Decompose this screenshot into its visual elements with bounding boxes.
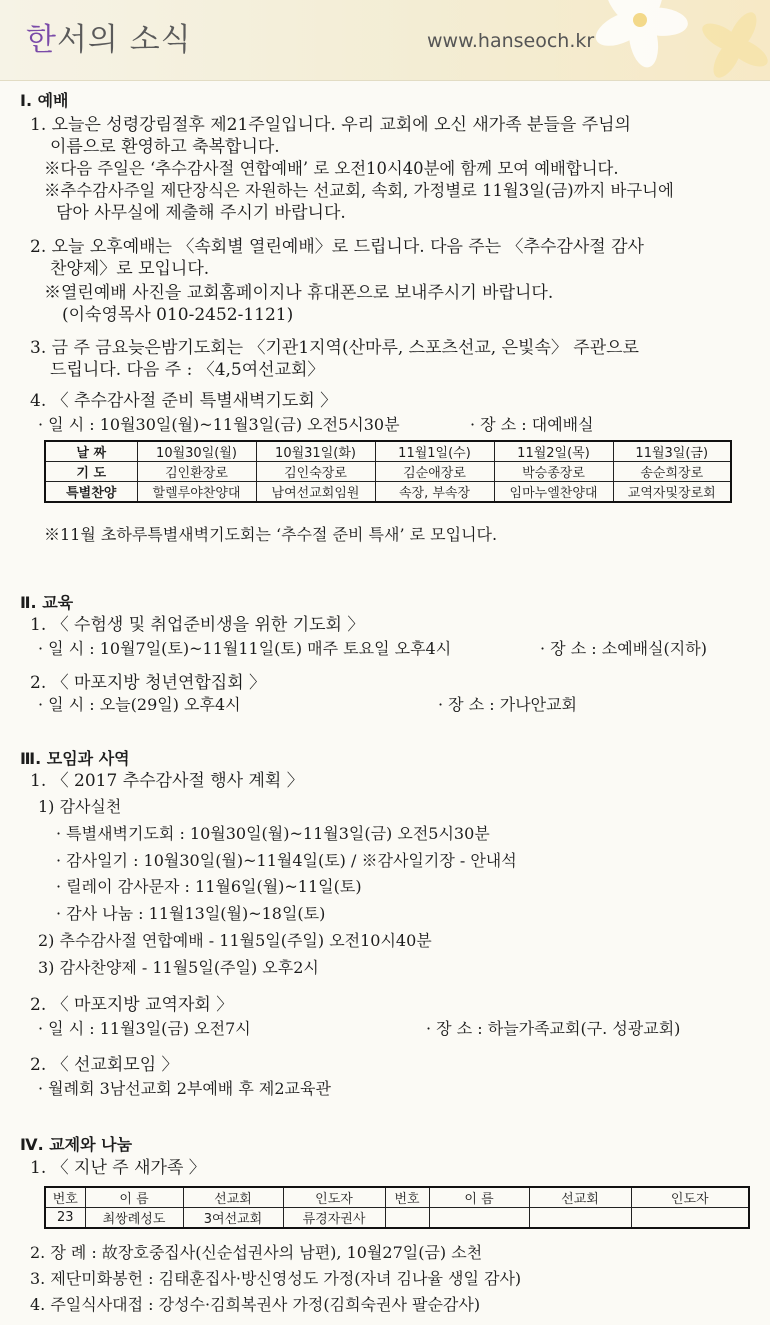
- gathering-item1-title: 1. 〈 2017 추수감사절 행사 계획 〉: [30, 771, 304, 791]
- table-cell: 교역자및장로회: [613, 482, 731, 503]
- table-cell: 김인숙장로: [256, 462, 375, 482]
- section-education-title: Ⅱ. 교육: [20, 593, 74, 612]
- fellowship-item2: 2. 장 례 : 故장호중집사(신순섭권사의 남편), 10월27일(금) 소천: [30, 1243, 483, 1262]
- gathering-item3-title: 2. 〈 선교회모임 〉: [30, 1055, 179, 1075]
- worship-item4-note: ※11월 초하루특별새벽기도회는 ‘추수절 준비 특새’ 로 모입니다.: [44, 525, 498, 544]
- table-cell: 류경자권사: [283, 1208, 385, 1229]
- education-item1-place: · 장 소 : 소예배실(지하): [540, 639, 707, 658]
- table-cell: 11월2일(목): [494, 441, 613, 462]
- table-row: [45, 1208, 749, 1229]
- table-cell: 3여선교회: [183, 1208, 283, 1229]
- table-cell: [529, 1208, 631, 1229]
- table-cell: 선교회: [183, 1187, 283, 1208]
- worship-item2-note: ※열린예배 사진을 교회홈페이지나 휴대폰으로 보내주시기 바랍니다.: [44, 283, 554, 303]
- table-cell: 인도자: [283, 1187, 385, 1208]
- table-row: [45, 482, 731, 503]
- table-cell: 송순희장로: [613, 462, 731, 482]
- fellowship-item4: 4. 주일식사대접 : 강성수·김희복권사 가정(김희숙권사 팔순감사): [30, 1295, 481, 1314]
- worship-item4-place: · 장 소 : 대예배실: [470, 415, 594, 434]
- section-fellowship-title: Ⅳ. 교제와 나눔: [20, 1135, 133, 1154]
- gathering-sub3: 3) 감사찬양제 - 11월5일(주일) 오후2시: [38, 958, 319, 977]
- table-cell: [429, 1208, 529, 1229]
- worship-item4-time: · 일 시 : 10월30일(월)~11월3일(금) 오전5시30분: [38, 415, 400, 434]
- table-cell: 김인환장로: [137, 462, 256, 482]
- table-cell: 10월31일(화): [256, 441, 375, 462]
- fellowship-item3: 3. 제단미화봉헌 : 김태훈집사·방신영성도 가정(자녀 김나율 생일 감사): [30, 1269, 522, 1288]
- table-cell: 번호: [385, 1187, 429, 1208]
- worship-item1-line2: 이름으로 환영하고 축복합니다.: [50, 137, 280, 157]
- table-cell: 남여선교회임원: [256, 482, 375, 503]
- gathering-item2-time: · 일 시 : 11월3일(금) 오전7시: [38, 1019, 251, 1038]
- gathering-bullet4: · 감사 나눔 : 11월13일(월)~18일(토): [56, 904, 326, 923]
- worship-item1-note3: 담아 사무실에 제출해 주시기 바랍니다.: [56, 203, 346, 223]
- table-cell: 11월1일(수): [375, 441, 494, 462]
- gathering-bullet1: · 특별새벽기도회 : 10월30일(월)~11월3일(금) 오전5시30분: [56, 824, 490, 843]
- table-row: [45, 441, 731, 462]
- gathering-bullet3: · 릴레이 감사문자 : 11월6일(월)~11일(토): [56, 877, 362, 896]
- education-item2-place: · 장 소 : 가나안교회: [438, 695, 578, 714]
- table-cell: [385, 1208, 429, 1229]
- section-gathering-title: Ⅲ. 모임과 사역: [20, 749, 130, 768]
- gathering-item2-place: · 장 소 : 하늘가족교회(구. 성광교회): [426, 1019, 681, 1038]
- newsletter-title-first: 한: [26, 22, 57, 58]
- table-cell: 10월30일(월): [137, 441, 256, 462]
- worship-item4-title: 4. 〈 추수감사절 준비 특별새벽기도회 〉: [30, 391, 338, 411]
- table-cell: 박승종장로: [494, 462, 613, 482]
- gathering-sub2: 2) 추수감사절 연합예배 - 11월5일(주일) 오전10시40분: [38, 931, 432, 950]
- gathering-item2-title: 2. 〈 마포지방 교역자회 〉: [30, 995, 234, 1015]
- education-item2-time: · 일 시 : 오늘(29일) 오후4시: [38, 695, 241, 714]
- worship-item3-line1: 3. 금 주 금요늦은밤기도회는 〈기관1지역(산마루, 스포츠선교, 은빛속〉 주관으로: [30, 338, 639, 358]
- education-item1-title: 1. 〈 수험생 및 취업준비생을 위한 기도회 〉: [30, 615, 365, 635]
- table-cell: 특별찬양: [45, 482, 137, 503]
- table-cell: 이 름: [85, 1187, 183, 1208]
- worship-item2-line2: 찬양제〉로 모입니다.: [50, 259, 210, 279]
- worship-item2-line1: 2. 오늘 오후예배는 〈속회별 열린예배〉로 드립니다. 다음 주는 〈추수감사절 감사: [30, 237, 644, 257]
- worship-item2-contact: (이숙영목사 010-2452-1121): [62, 305, 294, 325]
- table-cell: 인도자: [631, 1187, 749, 1208]
- site-url: www.hanseoch.kr: [427, 30, 595, 52]
- table-cell: 날 짜: [45, 441, 137, 462]
- new-members-table: [44, 1186, 750, 1229]
- worship-item1-line1: 1. 오늘은 성령강림절후 제21주일입니다. 우리 교회에 오신 새가족 분들을 주님의: [30, 115, 631, 135]
- table-cell: 임마누엘찬양대: [494, 482, 613, 503]
- table-cell: 23: [45, 1208, 85, 1229]
- table-cell: 할렐루야찬양대: [137, 482, 256, 503]
- table-row: [45, 1187, 749, 1208]
- table-cell: 김순애장로: [375, 462, 494, 482]
- worship-item1-note2: ※추수감사주일 제단장식은 자원하는 선교회, 속회, 가정별로 11월3일(금)까지 바구니에: [44, 181, 674, 200]
- gathering-item3-text: · 월례회 3남선교회 2부예배 후 제2교육관: [38, 1079, 331, 1098]
- table-cell: 기 도: [45, 462, 137, 482]
- section-worship-title: Ⅰ. 예배: [20, 91, 69, 110]
- dawn-prayer-schedule-table: [44, 440, 732, 503]
- gathering-bullet2: · 감사일기 : 10월30일(월)~11월4일(토) / ※감사일기장 - 안내석: [56, 851, 517, 870]
- education-item2-title: 2. 〈 마포지방 청년연합집회 〉: [30, 673, 267, 693]
- fellowship-item1-title: 1. 〈 지난 주 새가족 〉: [30, 1158, 206, 1178]
- table-cell: 속장, 부속장: [375, 482, 494, 503]
- table-cell: 최쌍례성도: [85, 1208, 183, 1229]
- table-cell: 11월3일(금): [613, 441, 731, 462]
- table-row: [45, 462, 731, 482]
- table-cell: 선교회: [529, 1187, 631, 1208]
- newsletter-title-rest: 서의 소식: [56, 22, 192, 58]
- worship-item3-line2: 드립니다. 다음 주 : 〈4,5여선교회〉: [50, 360, 325, 380]
- table-cell: 이 름: [429, 1187, 529, 1208]
- education-item1-time: · 일 시 : 10월7일(토)~11월11일(토) 매주 토요일 오후4시: [38, 639, 452, 658]
- gathering-sub1: 1) 감사실천: [38, 797, 122, 816]
- table-cell: [631, 1208, 749, 1229]
- table-cell: 번호: [45, 1187, 85, 1208]
- worship-item1-note1: ※다음 주일은 ‘추수감사절 연합예배’ 로 오전10시40분에 함께 모여 예배합니다.: [44, 159, 619, 178]
